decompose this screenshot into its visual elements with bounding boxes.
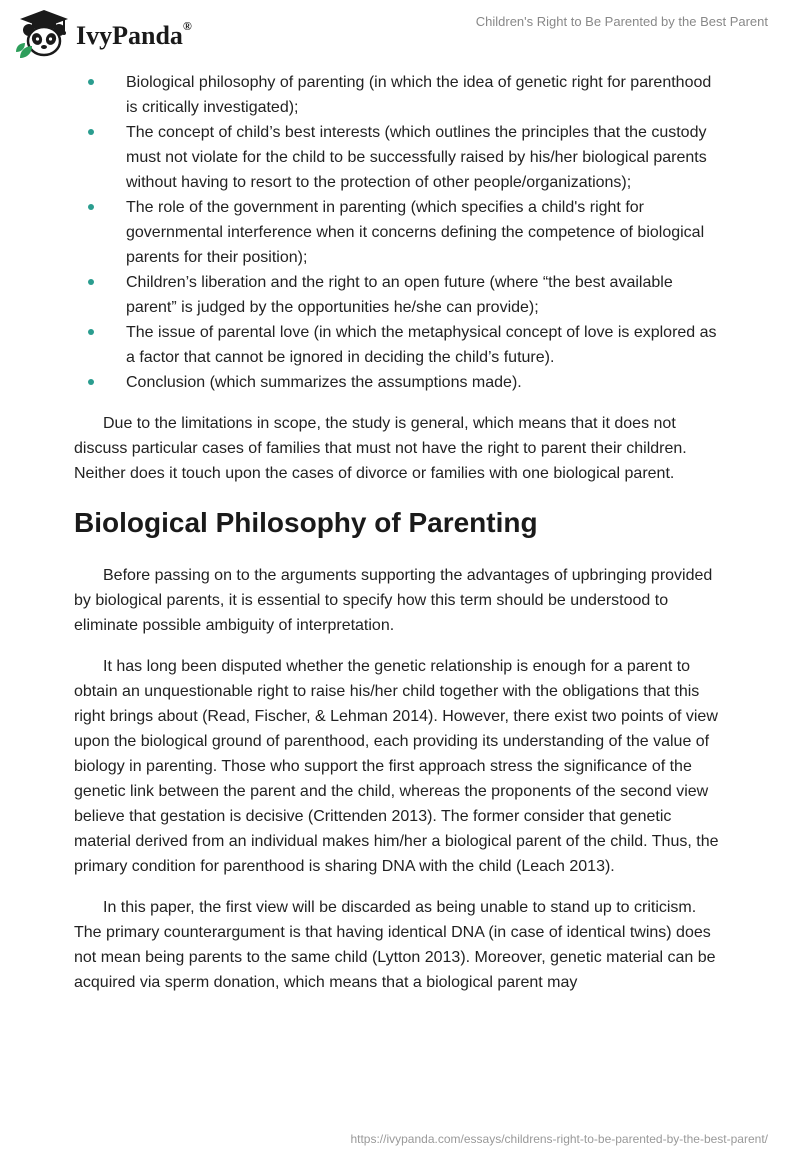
document-title: Children's Right to Be Parented by the Best Parent	[475, 14, 768, 29]
paragraph: It has long been disputed whether the genetic relationship is enough for a parent to obtain an unquestionable right to raise his/her child together with the obligations that this right brings about (Read, Fischer, & Lehman 2014). However, there exist two points of view upon the biological ground of parenthood, each providing its understanding of the value of biology in parenting. Those who support the first approach stress the significance of the genetic link between the parent and the child, whereas the proponents of the second view believe that gestation is decisive (Crittenden 2013). The former consider that genetic material derived from an individual makes him/her a biological parent of the child. Thus, the primary condition for parenthood is sharing DNA with the child (Leach 2013).	[74, 658, 719, 875]
list-item	[74, 70, 726, 120]
paragraph-limitations: Due to the limitations in scope, the study is general, which means that it does not discuss particular cases of families that must not have the right to parent their children. Neither does it touch upon the cases of divorce or families with one biological parent.	[74, 415, 687, 482]
list-item	[74, 195, 726, 270]
list-item-text: The role of the government in parenting (which specifies a child's right for governmental interference when it concerns defining the competence of biological parents for their position);	[126, 199, 705, 266]
bullet-icon	[88, 129, 94, 135]
list-item-text: The issue of parental love (in which the metaphysical concept of love is explored as a factor that cannot be ignored in deciding the child’s future).	[126, 324, 717, 366]
ivypanda-logo[interactable]	[14, 8, 192, 60]
bullet-icon	[88, 279, 94, 285]
panda-graduate-icon	[14, 8, 74, 60]
list-item-text: The concept of child’s best interests (which outlines the principles that the custody must not violate for the child to be successfully raised by his/her biological parents without having to resort to the protection of other people/organizations);	[126, 124, 707, 191]
list-item	[74, 120, 726, 195]
list-item	[74, 320, 726, 370]
logo-wordmark	[76, 21, 192, 51]
outline-list	[74, 70, 726, 395]
logo-text: IvyPanda	[76, 21, 183, 50]
page-header	[0, 0, 800, 70]
list-item-text: Children’s liberation and the right to an open future (where “the best available parent” is judged by the opportunities he/she can provide);	[126, 274, 673, 316]
list-item	[74, 370, 726, 395]
bullet-icon	[88, 379, 94, 385]
paragraph: Before passing on to the arguments supporting the advantages of upbringing provided by biological parents, it is essential to specify how this term should be understood to eliminate possible ambiguity of interpretation.	[74, 567, 713, 634]
footer-url[interactable]: https://ivypanda.com/essays/childrens-right-to-be-parented-by-the-best-parent/	[350, 1132, 768, 1146]
paragraph: In this paper, the first view will be discarded as being unable to stand up to criticism. The primary counterargument is that having identical DNA (in case of identical twins) does not mean being parents to the same child (Lytton 2013). Moreover, genetic material can be acquired via sperm donation, which means that a biological parent may	[74, 899, 716, 991]
bullet-icon	[88, 204, 94, 210]
bullet-icon	[88, 329, 94, 335]
list-item	[74, 270, 726, 320]
bullet-icon	[88, 79, 94, 85]
list-item-text: Conclusion (which summarizes the assumptions made).	[126, 374, 522, 391]
registered-mark: ®	[182, 19, 192, 33]
essay-content	[74, 70, 726, 995]
list-item-text: Biological philosophy of parenting (in which the idea of genetic right for parenthood is critically investigated);	[126, 74, 712, 116]
section-heading: Biological Philosophy of Parenting	[74, 507, 538, 538]
